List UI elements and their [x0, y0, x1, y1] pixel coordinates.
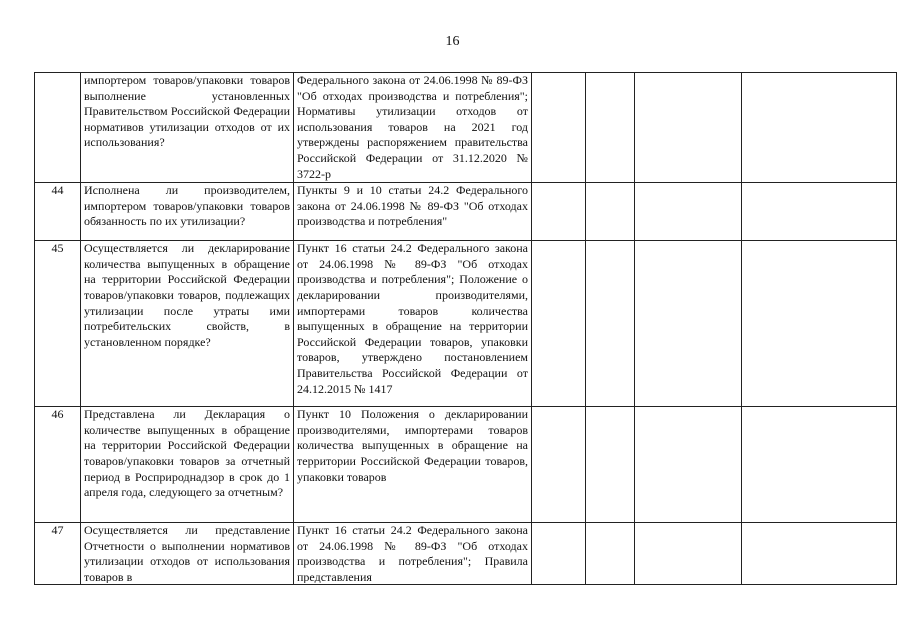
legal-basis-cell: Пункт 16 статьи 24.2 Федерального закона от 24.06.1998 № 89-ФЗ "Об отходах производства и потребления"; Правила представления	[297, 523, 528, 584]
note-cell	[742, 241, 897, 407]
note-cell	[742, 183, 897, 241]
answer-yes-cell	[532, 241, 586, 407]
legal-basis-cell: Пункт 16 статьи 24.2 Федерального закона от 24.06.1998 № 89-ФЗ "Об отходах производства и потребления"; Положение о декларировании производителями, импортерами товаров количества выпущенных в обращение на территории Российской Федерации товаров, упаковки товаров, утверждено постановлением Правительства Российской Федерации от 24.12.2015 № 1417	[294, 241, 532, 407]
answer-no-cell	[586, 407, 635, 523]
question-cell: Исполнена ли производителем, импортером товаров/упаковки товаров обязанность по их утилизации?	[81, 183, 294, 241]
row-number: 46	[35, 407, 81, 523]
answer-yes-cell	[532, 73, 586, 183]
question-cell: Представлена ли Декларация о количестве выпущенных в обращение на территории Российской Федерации товаров/упаковки товаров за отчетный период в Росприроднадзор в срок до 1 апреля года, следующего за отчетным?	[81, 407, 294, 523]
table-row	[35, 241, 897, 407]
answer-yes-cell	[532, 523, 586, 585]
note-cell	[742, 73, 897, 183]
table-row	[35, 183, 897, 241]
answer-no-cell	[586, 183, 635, 241]
row-number: 47	[35, 523, 81, 585]
table-row	[35, 523, 897, 585]
page-number: 16	[445, 34, 460, 49]
checklist-table	[34, 72, 897, 585]
answer-no-cell	[586, 241, 635, 407]
answer-no-cell	[586, 523, 635, 585]
not-applicable-cell	[635, 183, 742, 241]
question-cell: Осуществляется ли декларирование количества выпущенных в обращение на территории Российской Федерации товаров/упаковки товаров, подлежащих утилизации после утраты ими потребительских свойств, в установленном порядке?	[81, 241, 294, 407]
answer-yes-cell	[532, 407, 586, 523]
not-applicable-cell	[635, 407, 742, 523]
legal-basis-cell-wrapper	[294, 523, 532, 585]
row-number	[35, 73, 81, 183]
answer-yes-cell	[532, 183, 586, 241]
not-applicable-cell	[635, 523, 742, 585]
legal-basis-cell: Пункты 9 и 10 статьи 24.2 Федерального закона от 24.06.1998 № 89-ФЗ "Об отходах производства и потребления"	[294, 183, 532, 241]
not-applicable-cell	[635, 241, 742, 407]
answer-no-cell	[586, 73, 635, 183]
legal-basis-cell: Федерального закона от 24.06.1998 № 89-ФЗ "Об отходах производства и потребления"; Нормативы утилизации отходов от использования товаров на 2021 год утверждены распоряжением правительства Российской Федерации от 31.12.2020 № 3722-р	[294, 73, 532, 183]
note-cell	[742, 407, 897, 523]
question-cell: Осуществляется ли представление Отчетности о выполнении нормативов утилизации отходов от использования товаров в	[84, 523, 290, 584]
note-cell	[742, 523, 897, 585]
question-cell-wrapper	[81, 523, 294, 585]
table-row	[35, 73, 897, 183]
legal-basis-cell: Пункт 10 Положения о декларировании производителями, импортерами товаров количества выпущенных в обращение на территории Российской Федерации товаров, упаковки товаров	[294, 407, 532, 523]
table-row	[35, 407, 897, 523]
row-number: 45	[35, 241, 81, 407]
question-cell: импортером товаров/упаковки товаров выполнение установленных Правительством Российской Федерации нормативов утилизации отходов от их использования?	[81, 73, 294, 183]
row-number: 44	[35, 183, 81, 241]
not-applicable-cell	[635, 73, 742, 183]
